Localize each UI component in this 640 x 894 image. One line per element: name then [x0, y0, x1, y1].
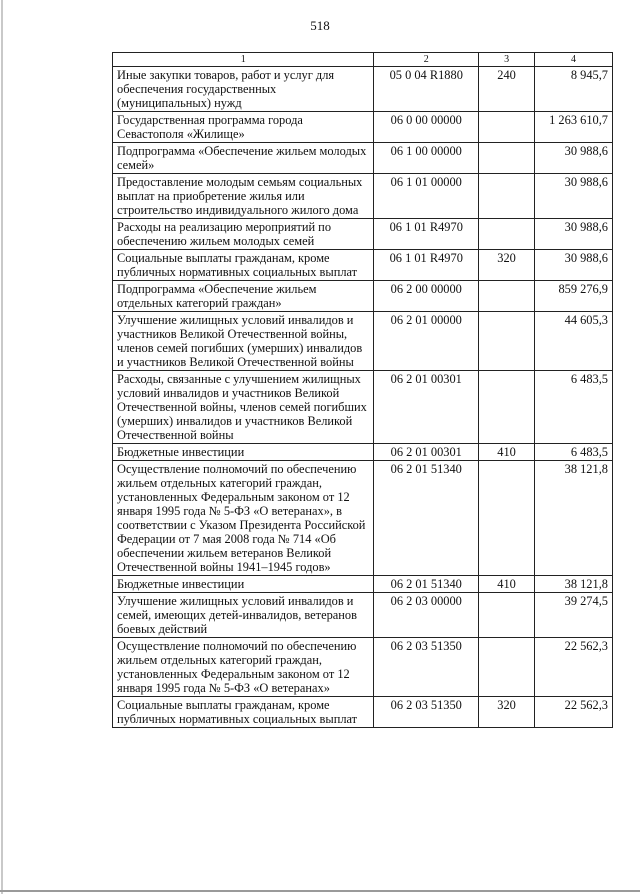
- table-row: [113, 250, 613, 281]
- table-row: [113, 219, 613, 250]
- row-name: Расходы на реализацию мероприятий по обеспечению жильем молодых семей: [113, 219, 374, 250]
- row-name: Иные закупки товаров, работ и услуг для обеспечения государственных (муниципальных) нужд: [113, 67, 374, 112]
- row-code: 06 2 03 00000: [374, 593, 479, 638]
- row-name: Улучшение жилищных условий инвалидов и семей, имеющих детей-инвалидов, ветеранов боевых действий: [113, 593, 374, 638]
- header-col-2: 2: [374, 53, 479, 67]
- row-code: 06 2 01 00301: [374, 444, 479, 461]
- row-amount: 22 562,3: [535, 638, 613, 697]
- row-type: [479, 143, 535, 174]
- table-row: [113, 174, 613, 219]
- header-col-4: 4: [535, 53, 613, 67]
- row-code: 06 2 01 00000: [374, 312, 479, 371]
- row-amount: 39 274,5: [535, 593, 613, 638]
- row-type: [479, 312, 535, 371]
- row-type: [479, 638, 535, 697]
- table-row: [113, 112, 613, 143]
- table-row: [113, 576, 613, 593]
- row-code: 06 1 00 00000: [374, 143, 479, 174]
- row-amount: 8 945,7: [535, 67, 613, 112]
- row-amount: 44 605,3: [535, 312, 613, 371]
- row-name: Осуществление полномочий по обеспечению жильем отдельных категорий граждан, установленных Федеральным законом от 12 января 1995 года № 5-ФЗ «О ветеранах»: [113, 638, 374, 697]
- scan-edge-bottom: [0, 890, 640, 892]
- row-type: [479, 461, 535, 576]
- row-amount: 30 988,6: [535, 250, 613, 281]
- row-type: 320: [479, 250, 535, 281]
- table-row: [113, 444, 613, 461]
- row-name: Подпрограмма «Обеспечение жильем молодых семей»: [113, 143, 374, 174]
- row-amount: 38 121,8: [535, 576, 613, 593]
- row-name: Социальные выплаты гражданам, кроме публичных нормативных социальных выплат: [113, 697, 374, 728]
- row-amount: 30 988,6: [535, 143, 613, 174]
- row-name: Социальные выплаты гражданам, кроме публичных нормативных социальных выплат: [113, 250, 374, 281]
- row-name: Осуществление полномочий по обеспечению жильем отдельных категорий граждан, установленных Федеральным законом от 12 января 1995 года № 5-ФЗ «О ветеранах», в соответствии с Указом Президента Российской Федерации от 7 мая 2008 года № 714 «Об обеспечении жильем ветеранов Великой Отечественной войны 1941–1945 годов»: [113, 461, 374, 576]
- table-row: [113, 312, 613, 371]
- row-amount: 6 483,5: [535, 444, 613, 461]
- row-code: 06 2 01 51340: [374, 461, 479, 576]
- table-row: [113, 281, 613, 312]
- row-code: 05 0 04 R1880: [374, 67, 479, 112]
- row-type: 410: [479, 576, 535, 593]
- row-amount: 1 263 610,7: [535, 112, 613, 143]
- row-code: 06 1 01 R4970: [374, 219, 479, 250]
- row-code: 06 0 00 00000: [374, 112, 479, 143]
- row-code: 06 1 01 00000: [374, 174, 479, 219]
- page-number: 518: [310, 18, 330, 33]
- row-type: 240: [479, 67, 535, 112]
- row-type: [479, 219, 535, 250]
- row-name: Предоставление молодым семьям социальных выплат на приобретение жилья или строительство индивидуального жилого дома: [113, 174, 374, 219]
- row-name: Улучшение жилищных условий инвалидов и участников Великой Отечественной войны, членов семей погибших (умерших) инвалидов и участников Великой Отечественной войны: [113, 312, 374, 371]
- row-code: 06 2 00 00000: [374, 281, 479, 312]
- header-col-3: 3: [479, 53, 535, 67]
- header-col-1: 1: [113, 53, 374, 67]
- row-code: 06 2 03 51350: [374, 697, 479, 728]
- table-row: [113, 371, 613, 444]
- table-row: [113, 143, 613, 174]
- row-name: Бюджетные инвестиции: [113, 444, 374, 461]
- budget-table: [112, 52, 613, 728]
- row-code: 06 2 01 51340: [374, 576, 479, 593]
- row-code: 06 2 01 00301: [374, 371, 479, 444]
- scan-edge-left: [1, 0, 3, 894]
- row-name: Расходы, связанные с улучшением жилищных условий инвалидов и участников Великой Отечественной войны, членов семей погибших (умерших) инвалидов и участников Великой Отечественной войны: [113, 371, 374, 444]
- row-type: 320: [479, 697, 535, 728]
- row-code: 06 2 03 51350: [374, 638, 479, 697]
- row-name: Подпрограмма «Обеспечение жильем отдельных категорий граждан»: [113, 281, 374, 312]
- row-amount: 30 988,6: [535, 174, 613, 219]
- row-type: [479, 593, 535, 638]
- row-name: Бюджетные инвестиции: [113, 576, 374, 593]
- table-row: [113, 461, 613, 576]
- table-row: [113, 697, 613, 728]
- row-amount: 22 562,3: [535, 697, 613, 728]
- table-row: [113, 593, 613, 638]
- row-amount: 30 988,6: [535, 219, 613, 250]
- row-type: [479, 112, 535, 143]
- row-amount: 859 276,9: [535, 281, 613, 312]
- row-type: [479, 281, 535, 312]
- row-amount: 6 483,5: [535, 371, 613, 444]
- row-code: 06 1 01 R4970: [374, 250, 479, 281]
- row-type: [479, 174, 535, 219]
- table-row: [113, 67, 613, 112]
- row-name: Государственная программа города Севастополя «Жилище»: [113, 112, 374, 143]
- table-header-row: [113, 53, 613, 67]
- table-row: [113, 638, 613, 697]
- row-type: [479, 371, 535, 444]
- row-amount: 38 121,8: [535, 461, 613, 576]
- row-type: 410: [479, 444, 535, 461]
